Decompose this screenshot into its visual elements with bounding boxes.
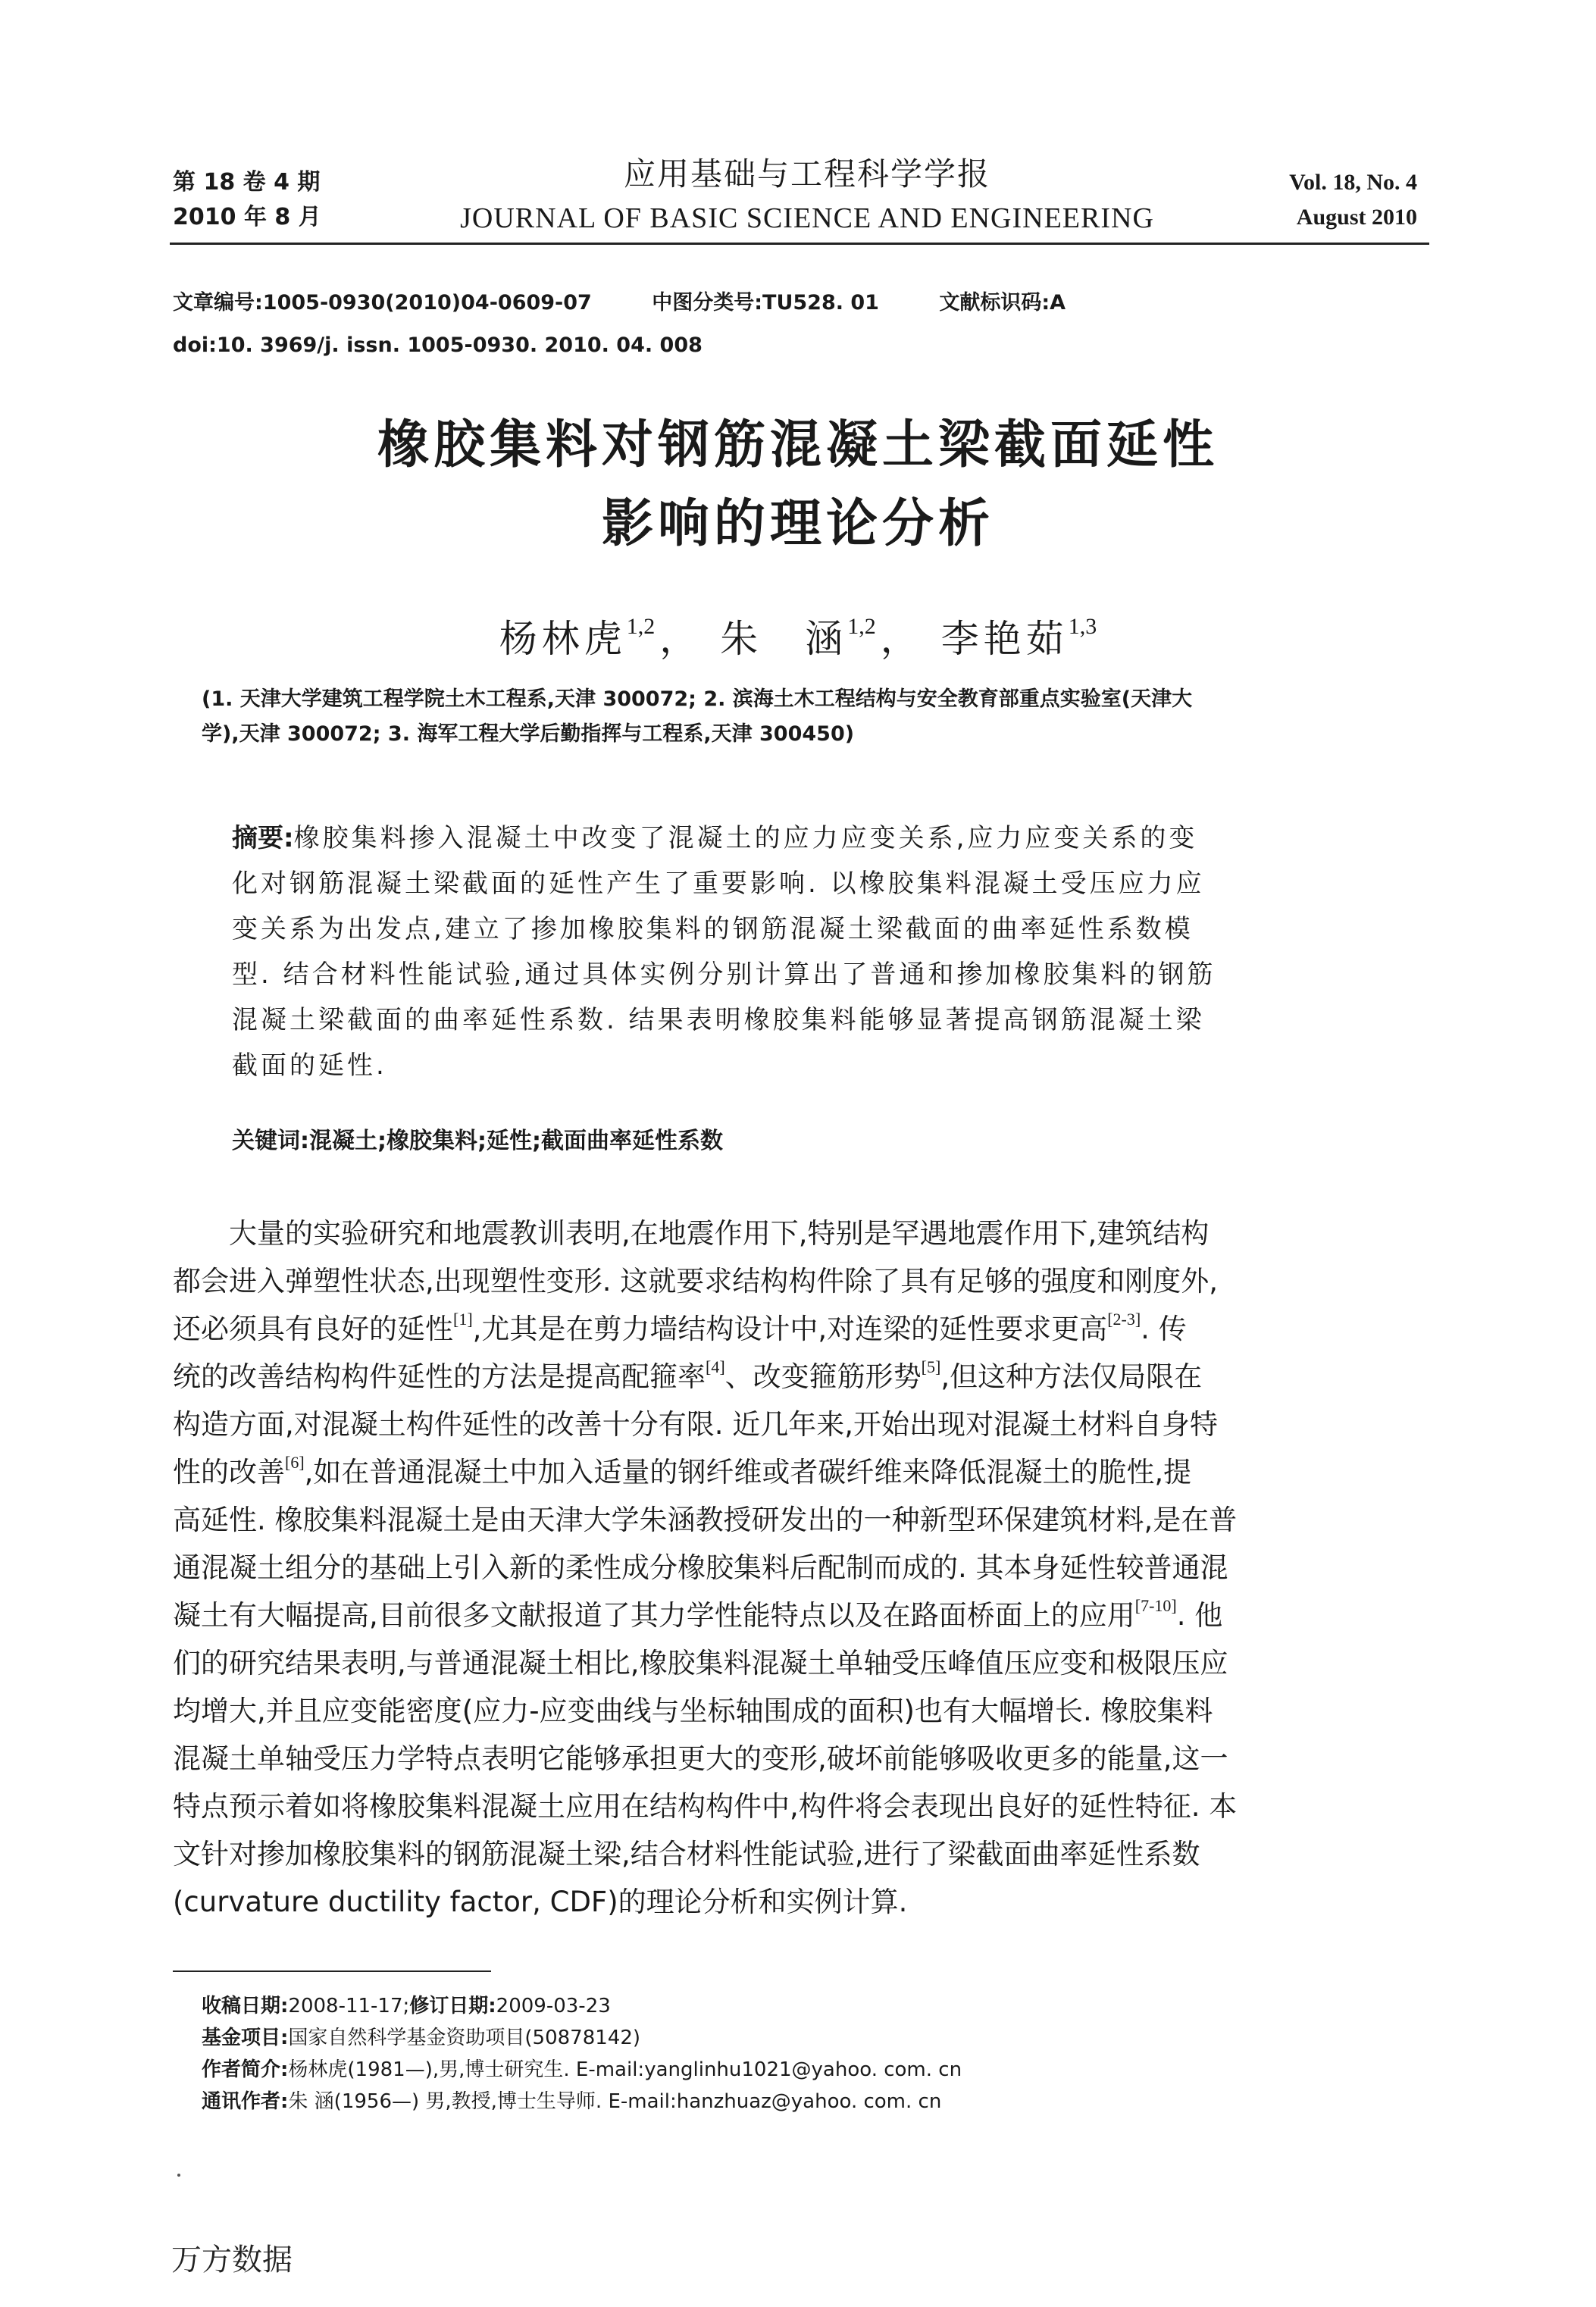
- body-line: 特点预示着如将橡胶集料混凝土应用在结构构件中,构件将会表现出良好的延性特征. 本: [173, 1790, 1238, 1823]
- abstract: [232, 815, 1353, 1088]
- body-text-run: ,但这种方法仅局限在: [940, 1360, 1203, 1393]
- abstract-line: 混凝土梁截面的曲率延性系数. 结果表明橡胶集料能够显著提高钢筋混凝土梁: [232, 1005, 1205, 1035]
- author-name: 杨林虎: [499, 617, 627, 661]
- title-line-1: 橡胶集料对钢筋混凝土梁截面延性: [377, 415, 1219, 475]
- body-line: 都会进入弹塑性状态,出现塑性变形. 这就要求结构构件除了具有足够的强度和刚度外,: [173, 1265, 1219, 1297]
- footnote-value: 2009-03-23: [496, 1995, 611, 2017]
- footnote-label: 通讯作者:: [202, 2090, 289, 2113]
- affiliation-line: 学),天津 300072; 3. 海军工程大学后勤指挥与工程系,天津 300450): [202, 722, 855, 746]
- abstract-line: 型. 结合材料性能试验,通过具体实例分别计算出了普通和掺加橡胶集料的钢筋: [232, 959, 1216, 990]
- volume-en: Vol. 18, No. 4: [1289, 170, 1417, 195]
- body-line: 均增大,并且应变能密度(应力-应变曲线与坐标轴围成的面积)也有大幅增长. 橡胶集料: [173, 1695, 1213, 1727]
- clc-number: 中图分类号:TU528. 01: [652, 291, 879, 315]
- footnote-received: [202, 1990, 962, 2022]
- footnote-corresponding: [202, 2086, 962, 2118]
- body-text-run: 性的改善: [173, 1456, 285, 1488]
- body-text-run: . 传: [1141, 1313, 1187, 1345]
- citation: [1]: [453, 1310, 473, 1329]
- abstract-line: 化对钢筋混凝土梁截面的延性产生了重要影响. 以橡胶集料混凝土受压应力应: [232, 869, 1205, 899]
- body-line: 混凝土单轴受压力学特点表明它能够承担更大的变形,破坏前能够吸收更多的能量,这一: [173, 1742, 1228, 1775]
- issue-date-cn: 2010 年 8 月: [173, 204, 321, 230]
- keywords: 关键词:混凝土;橡胶集料;延性;截面曲率延性系数: [232, 1128, 723, 1154]
- body-line: [173, 1592, 1438, 1639]
- author-affiliation-mark: 1,3: [1068, 614, 1097, 639]
- affiliations: [202, 682, 1429, 752]
- citation: [5]: [921, 1357, 941, 1376]
- citation: [2-3]: [1107, 1310, 1141, 1329]
- footnote-value: 杨林虎(1981—),男,博士研究生. E-mail:yanglinhu1021@yahoo. com. cn: [288, 2058, 962, 2081]
- author-list: [0, 612, 1596, 665]
- header-rule: [170, 243, 1429, 245]
- author-affiliation-mark: 1,2: [626, 614, 656, 639]
- body-line: 文针对掺加橡胶集料的钢筋混凝土梁,结合材料性能试验,进行了梁截面曲率延性系数: [173, 1838, 1200, 1870]
- author-name: 朱 涵: [720, 617, 848, 661]
- body-line: 构造方面,对混凝土构件延性的改善十分有限. 近几年来,开始出现对混凝土材料自身特: [173, 1408, 1219, 1441]
- body-line: [173, 1448, 1438, 1496]
- article-title: [0, 406, 1596, 564]
- scan-speck: [177, 2174, 180, 2177]
- journal-name-cn: 应用基础与工程科学学报: [623, 155, 990, 193]
- issue-number-cn: 第 18 卷 4 期: [173, 169, 321, 196]
- article-number: 文章编号:1005-0930(2010)04-0609-07: [173, 291, 592, 315]
- abstract-line: 截面的延性.: [232, 1050, 387, 1081]
- body-line: [173, 1305, 1438, 1353]
- footnote-label: 作者简介:: [202, 2058, 289, 2081]
- abstract-label: 摘要:: [232, 823, 294, 853]
- footnote-label: 修订日期:: [409, 1995, 496, 2017]
- body-text-run: 统的改善结构构件延性的方法是提高配箍率: [173, 1360, 706, 1393]
- citation: [4]: [706, 1357, 725, 1376]
- body-text-run: . 他: [1176, 1599, 1223, 1632]
- body-line: 通混凝土组分的基础上引入新的柔性成分橡胶集料后配制而成的. 其本身延性较普通混: [173, 1551, 1228, 1584]
- affiliation-line: (1. 天津大学建筑工程学院土木工程系,天津 300072; 2. 滨海土木工程结构与安全教育部重点实验室(天津大: [202, 687, 1193, 711]
- author-separator: ，: [659, 617, 703, 661]
- body-line: 高延性. 橡胶集料混凝土是由天津大学朱涵教授研发出的一种新型环保建筑材料,是在普: [173, 1504, 1238, 1536]
- journal-name: [409, 152, 1205, 239]
- footnote-bio: [202, 2054, 962, 2086]
- issue-info-en: [1289, 165, 1417, 235]
- article-meta: [173, 282, 1119, 367]
- issue-date-en: August 2010: [1296, 205, 1417, 230]
- body-line: 大量的实验研究和地震教训表明,在地震作用下,特别是罕遇地震作用下,建筑结构: [229, 1217, 1210, 1250]
- journal-name-en: JOURNAL OF BASIC SCIENCE AND ENGINEERING: [460, 202, 1154, 234]
- author-affiliation-mark: 1,2: [847, 614, 876, 639]
- body-line: [173, 1353, 1438, 1401]
- footnote-value: 2008-11-17;: [288, 1995, 410, 2017]
- body-line: 们的研究结果表明,与普通混凝土相比,橡胶集料混凝土单轴受压峰值压应变和极限压应: [173, 1647, 1228, 1679]
- footnote-fund: [202, 2022, 962, 2054]
- issue-info-cn: [173, 165, 321, 235]
- body-text-run: ,尤其是在剪力墙结构设计中,对连梁的延性要求更高: [472, 1313, 1108, 1345]
- doi: doi:10. 3969/j. issn. 1005-0930. 2010. 04. 008: [173, 333, 703, 357]
- citation: [6]: [285, 1453, 305, 1472]
- footnotes: [202, 1990, 962, 2118]
- footnote-label: 收稿日期:: [202, 1995, 289, 2017]
- footnote-value: 朱 涵(1956—) 男,教授,博士生导师. E-mail:hanzhuaz@yahoo. com. cn: [288, 2090, 942, 2113]
- body-paragraph: [173, 1210, 1438, 1926]
- abstract-line: 橡胶集料掺入混凝土中改变了混凝土的应力应变关系,应力应变关系的变: [293, 823, 1198, 853]
- author-name: 李艳茹: [940, 617, 1069, 661]
- abstract-line: 变关系为出发点,建立了掺加橡胶集料的钢筋混凝土梁截面的曲率延性系数模: [232, 914, 1194, 944]
- citation: [7-10]: [1134, 1596, 1177, 1615]
- author-separator: ，: [880, 617, 923, 661]
- footnote-rule: [173, 1970, 491, 1972]
- body-text-run: ,如在普通混凝土中加入适量的钢纤维或者碳纤维来降低混凝土的脆性,提: [304, 1456, 1192, 1488]
- title-line-2: 影响的理论分析: [601, 494, 994, 554]
- watermark: 万方数据: [171, 2243, 293, 2277]
- body-text-run: 还必须具有良好的延性: [173, 1313, 453, 1345]
- body-text-run: 、改变箍筋形势: [724, 1360, 922, 1393]
- body-line: (curvature ductility factor, CDF)的理论分析和实例计算.: [173, 1886, 908, 1918]
- footnote-label: 基金项目:: [202, 2027, 289, 2049]
- footnote-value: 国家自然科学基金资助项目(50878142): [288, 2027, 641, 2049]
- document-code: 文献标识码:A: [939, 291, 1066, 315]
- body-text-run: 凝土有大幅提高,目前很多文献报道了其力学性能特点以及在路面桥面上的应用: [173, 1599, 1135, 1632]
